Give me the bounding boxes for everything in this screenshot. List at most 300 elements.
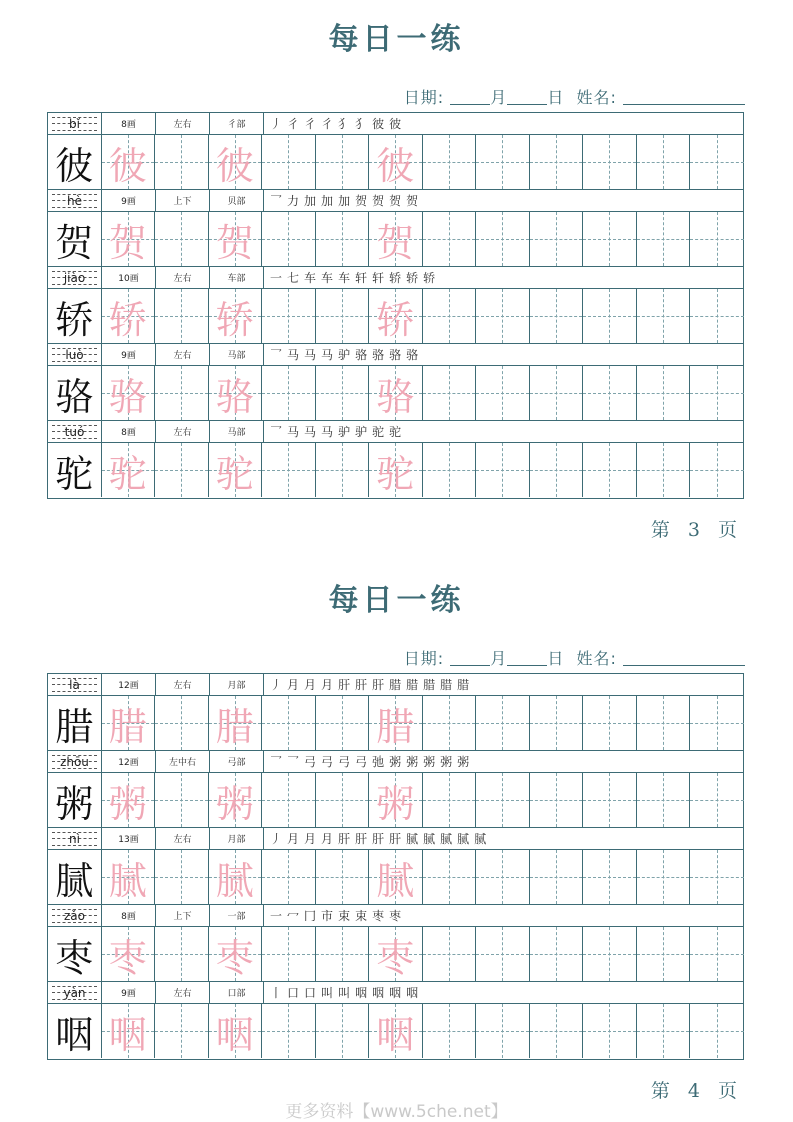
model-character-cell — [48, 443, 102, 497]
stroke-order-cell — [264, 828, 743, 849]
writing-cell[interactable] — [583, 366, 637, 420]
writing-cell[interactable] — [530, 289, 584, 343]
stroke-order-cell — [264, 267, 743, 288]
stroke-step: 弓 — [338, 755, 351, 769]
model-character-cell — [48, 696, 102, 750]
writing-cell[interactable] — [209, 366, 263, 420]
stroke-step: 咽 — [355, 986, 368, 1000]
stroke-step: 贺 — [355, 194, 368, 208]
structure-cell: 左右 — [156, 344, 210, 365]
writing-cell[interactable] — [155, 927, 209, 981]
writing-cell[interactable] — [102, 212, 156, 266]
writing-cell[interactable] — [637, 212, 691, 266]
writing-cell[interactable] — [476, 927, 530, 981]
writing-cell[interactable] — [209, 850, 263, 904]
writing-cell[interactable] — [583, 443, 637, 497]
writing-cell[interactable] — [316, 212, 370, 266]
writing-grid-row — [48, 773, 743, 828]
stroke-step: 马 — [321, 425, 334, 439]
writing-cell[interactable] — [209, 1004, 263, 1058]
writing-cell[interactable] — [209, 135, 263, 189]
writing-cell[interactable] — [262, 927, 316, 981]
writing-grid-row — [48, 696, 743, 751]
name-blank[interactable] — [623, 651, 745, 666]
writing-cell[interactable] — [476, 289, 530, 343]
stroke-order-cell — [264, 674, 743, 695]
stroke-step: 冖 — [287, 909, 300, 923]
radical-cell: 月部 — [210, 674, 264, 695]
character-row — [48, 344, 743, 421]
writing-cell[interactable] — [262, 135, 316, 189]
model-character: 轿 — [55, 297, 94, 342]
stroke-step: 轩 — [372, 271, 385, 285]
writing-grid-row — [48, 135, 743, 190]
structure-cell: 左右 — [156, 421, 210, 442]
stroke-step: 束 — [355, 909, 368, 923]
writing-cell[interactable] — [690, 1004, 744, 1058]
stroke-step: 乛 — [270, 194, 283, 208]
pinyin-text: luò — [65, 347, 84, 362]
stroke-step: 驴 — [338, 425, 351, 439]
writing-cell[interactable] — [690, 927, 744, 981]
writing-cell[interactable] — [690, 696, 744, 750]
trace-character: 腻 — [108, 858, 147, 903]
structure-cell: 左右 — [156, 674, 210, 695]
stroke-step: 叫 — [321, 986, 334, 1000]
trace-character: 腊 — [108, 704, 147, 749]
trace-character: 驼 — [108, 451, 147, 496]
pinyin-text: zǎo — [64, 908, 85, 923]
writing-cell[interactable] — [262, 443, 316, 497]
stroke-step: 粥 — [406, 755, 419, 769]
writing-cell[interactable] — [530, 696, 584, 750]
writing-cell[interactable] — [637, 289, 691, 343]
stroke-count-cell: 8画 — [102, 113, 156, 134]
writing-cell[interactable] — [369, 443, 423, 497]
writing-cell[interactable] — [316, 1004, 370, 1058]
trace-character: 枣 — [376, 935, 415, 980]
stroke-step: 彳 — [287, 117, 300, 131]
writing-cell[interactable] — [369, 212, 423, 266]
trace-character: 彼 — [215, 143, 254, 188]
writing-cell[interactable] — [530, 1004, 584, 1058]
writing-cell[interactable] — [155, 850, 209, 904]
writing-cell[interactable] — [316, 289, 370, 343]
pinyin-text: là — [69, 677, 80, 692]
trace-character: 腊 — [376, 704, 415, 749]
stroke-step: 贺 — [406, 194, 419, 208]
stroke-step: 犭 — [338, 117, 351, 131]
structure-cell: 上下 — [156, 190, 210, 211]
trace-character: 枣 — [215, 935, 254, 980]
stroke-step: 骆 — [389, 348, 402, 362]
pinyin-cell — [48, 828, 102, 849]
radical-cell: 一部 — [210, 905, 264, 926]
stroke-count-cell: 10画 — [102, 267, 156, 288]
stroke-step: 咽 — [372, 986, 385, 1000]
writing-cell[interactable] — [102, 696, 156, 750]
writing-cell[interactable] — [690, 366, 744, 420]
writing-cell[interactable] — [209, 696, 263, 750]
practice-sheet — [47, 112, 744, 499]
writing-cell[interactable] — [690, 135, 744, 189]
writing-cell[interactable] — [637, 773, 691, 827]
model-character: 粥 — [55, 781, 94, 826]
writing-cell[interactable] — [155, 135, 209, 189]
month-blank[interactable] — [450, 651, 490, 666]
page-title: 每日一练 — [328, 583, 465, 618]
stroke-step: 乛 — [270, 755, 283, 769]
radical-cell: 车部 — [210, 267, 264, 288]
stroke-step: 肝 — [338, 678, 351, 692]
stroke-step: 乛 — [270, 425, 283, 439]
radical-cell: 马部 — [210, 421, 264, 442]
writing-cell[interactable] — [155, 443, 209, 497]
trace-character: 腻 — [376, 858, 415, 903]
stroke-step: 一 — [270, 271, 283, 285]
writing-cell[interactable] — [316, 443, 370, 497]
character-info-row — [48, 190, 743, 212]
writing-cell[interactable] — [583, 289, 637, 343]
character-row — [48, 905, 743, 982]
stroke-step: 骆 — [355, 348, 368, 362]
writing-cell[interactable] — [262, 212, 316, 266]
writing-cell[interactable] — [423, 696, 477, 750]
stroke-step: 腊 — [440, 678, 453, 692]
trace-character: 贺 — [215, 220, 254, 265]
character-info-row — [48, 982, 743, 1004]
character-row — [48, 113, 743, 190]
writing-cell[interactable] — [583, 212, 637, 266]
writing-cell[interactable] — [476, 212, 530, 266]
writing-cell[interactable] — [209, 289, 263, 343]
stroke-step: 口 — [287, 986, 300, 1000]
stroke-step: 丿 — [270, 678, 283, 692]
trace-character: 骆 — [108, 374, 147, 419]
pinyin-cell — [48, 344, 102, 365]
writing-cell[interactable] — [209, 927, 263, 981]
month-label: 月 — [490, 88, 508, 107]
character-row — [48, 828, 743, 905]
writing-cell[interactable] — [423, 289, 477, 343]
date-label: 日期: — [403, 649, 445, 668]
writing-cell[interactable] — [530, 927, 584, 981]
day-blank[interactable] — [507, 651, 547, 666]
pinyin-cell — [48, 751, 102, 772]
writing-grid-row — [48, 443, 743, 497]
writing-cell[interactable] — [476, 443, 530, 497]
stroke-step: 乛 — [287, 755, 300, 769]
stroke-step: 粥 — [423, 755, 436, 769]
model-character-cell — [48, 212, 102, 266]
writing-grid-row — [48, 289, 743, 344]
stroke-step: 月 — [287, 678, 300, 692]
pinyin-text: nì — [69, 831, 80, 846]
writing-cell[interactable] — [530, 366, 584, 420]
pinyin-text: yàn — [63, 985, 86, 1000]
stroke-step: 轿 — [389, 271, 402, 285]
writing-cell[interactable] — [209, 773, 263, 827]
stroke-count-cell: 9画 — [102, 190, 156, 211]
writing-cell[interactable] — [102, 443, 156, 497]
writing-cell[interactable] — [102, 366, 156, 420]
writing-cell[interactable] — [369, 366, 423, 420]
stroke-order-cell — [264, 344, 743, 365]
structure-cell: 左右 — [156, 267, 210, 288]
stroke-step: 轩 — [355, 271, 368, 285]
stroke-step: 肝 — [338, 832, 351, 846]
month-blank[interactable] — [450, 90, 490, 105]
writing-cell[interactable] — [476, 696, 530, 750]
stroke-order-cell — [264, 421, 743, 442]
stroke-step: 力 — [287, 194, 300, 208]
writing-cell[interactable] — [530, 443, 584, 497]
stroke-step: 枣 — [372, 909, 385, 923]
day-label: 日 — [547, 88, 565, 107]
writing-cell[interactable] — [369, 1004, 423, 1058]
writing-cell[interactable] — [476, 773, 530, 827]
stroke-step: 骆 — [372, 348, 385, 362]
pinyin-text: jiào — [63, 270, 86, 285]
writing-cell[interactable] — [476, 135, 530, 189]
character-row — [48, 421, 743, 498]
page-number: 第 4 页 — [650, 1080, 743, 1102]
writing-cell[interactable] — [423, 135, 477, 189]
date-name-line — [404, 646, 745, 669]
writing-cell[interactable] — [476, 850, 530, 904]
stroke-step: 加 — [304, 194, 317, 208]
stroke-step: 骆 — [406, 348, 419, 362]
stroke-step: 马 — [304, 425, 317, 439]
stroke-step: 肝 — [355, 678, 368, 692]
writing-cell[interactable] — [102, 927, 156, 981]
stroke-step: 腻 — [406, 832, 419, 846]
writing-cell[interactable] — [102, 135, 156, 189]
stroke-step: 驴 — [355, 425, 368, 439]
stroke-step: 马 — [287, 425, 300, 439]
structure-cell: 左右 — [156, 982, 210, 1003]
writing-cell[interactable] — [423, 212, 477, 266]
writing-cell[interactable] — [102, 850, 156, 904]
writing-cell[interactable] — [369, 850, 423, 904]
character-info-row — [48, 905, 743, 927]
writing-cell[interactable] — [476, 366, 530, 420]
stroke-step: 束 — [338, 909, 351, 923]
stroke-step: 月 — [321, 678, 334, 692]
writing-cell[interactable] — [583, 773, 637, 827]
stroke-step: 叫 — [338, 986, 351, 1000]
stroke-step: 车 — [321, 271, 334, 285]
writing-cell[interactable] — [369, 289, 423, 343]
trace-character: 驼 — [376, 451, 415, 496]
writing-cell[interactable] — [262, 366, 316, 420]
writing-cell[interactable] — [369, 135, 423, 189]
writing-grid-row — [48, 850, 743, 905]
stroke-step: 车 — [338, 271, 351, 285]
pinyin-cell — [48, 421, 102, 442]
writing-cell[interactable] — [209, 212, 263, 266]
writing-cell[interactable] — [637, 696, 691, 750]
stroke-step: 月 — [304, 832, 317, 846]
writing-cell[interactable] — [530, 773, 584, 827]
stroke-step: 丿 — [270, 117, 283, 131]
writing-cell[interactable] — [369, 696, 423, 750]
writing-cell[interactable] — [423, 366, 477, 420]
writing-cell[interactable] — [637, 927, 691, 981]
structure-cell: 左中右 — [156, 751, 210, 772]
day-blank[interactable] — [507, 90, 547, 105]
writing-cell[interactable] — [316, 135, 370, 189]
writing-cell[interactable] — [316, 773, 370, 827]
stroke-step: 车 — [304, 271, 317, 285]
writing-cell[interactable] — [637, 443, 691, 497]
trace-character: 轿 — [215, 297, 254, 342]
model-character-cell — [48, 850, 102, 904]
stroke-step: 乛 — [270, 348, 283, 362]
stroke-step: 一 — [270, 909, 283, 923]
stroke-step: 腊 — [423, 678, 436, 692]
stroke-step: 弓 — [355, 755, 368, 769]
structure-cell: 左右 — [156, 828, 210, 849]
writing-cell[interactable] — [530, 850, 584, 904]
name-label: 姓名: — [576, 649, 617, 668]
writing-cell[interactable] — [316, 850, 370, 904]
writing-cell[interactable] — [583, 1004, 637, 1058]
writing-cell[interactable] — [583, 696, 637, 750]
stroke-count-cell: 8画 — [102, 421, 156, 442]
trace-character: 轿 — [376, 297, 415, 342]
stroke-step: 粥 — [440, 755, 453, 769]
trace-character: 骆 — [376, 374, 415, 419]
stroke-step: 驴 — [338, 348, 351, 362]
writing-cell[interactable] — [155, 696, 209, 750]
trace-character: 枣 — [108, 935, 147, 980]
character-row — [48, 190, 743, 267]
model-character: 咽 — [55, 1012, 94, 1057]
model-character: 枣 — [55, 935, 94, 980]
writing-cell[interactable] — [423, 927, 477, 981]
name-label: 姓名: — [576, 88, 617, 107]
writing-cell[interactable] — [637, 366, 691, 420]
radical-cell: 弓部 — [210, 751, 264, 772]
trace-character: 轿 — [108, 297, 147, 342]
model-character: 贺 — [55, 220, 94, 265]
writing-cell[interactable] — [690, 850, 744, 904]
stroke-step: 驼 — [389, 425, 402, 439]
writing-cell[interactable] — [637, 1004, 691, 1058]
writing-cell[interactable] — [583, 927, 637, 981]
writing-cell[interactable] — [530, 135, 584, 189]
writing-cell[interactable] — [262, 773, 316, 827]
writing-cell[interactable] — [583, 135, 637, 189]
character-info-row — [48, 344, 743, 366]
writing-cell[interactable] — [690, 773, 744, 827]
writing-grid-row — [48, 1004, 743, 1058]
stroke-step: 腻 — [423, 832, 436, 846]
writing-cell[interactable] — [423, 850, 477, 904]
model-character: 腊 — [55, 704, 94, 749]
writing-cell[interactable] — [155, 773, 209, 827]
writing-cell[interactable] — [423, 773, 477, 827]
writing-cell[interactable] — [262, 1004, 316, 1058]
stroke-step: 咽 — [406, 986, 419, 1000]
pinyin-cell — [48, 905, 102, 926]
model-character-cell — [48, 927, 102, 981]
trace-character: 粥 — [108, 781, 147, 826]
pinyin-text: bǐ — [69, 116, 80, 131]
stroke-order-cell — [264, 113, 743, 134]
pinyin-text: hè — [67, 193, 82, 208]
writing-cell[interactable] — [637, 135, 691, 189]
stroke-step: 月 — [304, 678, 317, 692]
writing-cell[interactable] — [316, 696, 370, 750]
writing-cell[interactable] — [423, 1004, 477, 1058]
page-number: 第 3 页 — [650, 519, 743, 541]
name-blank[interactable] — [623, 90, 745, 105]
writing-cell[interactable] — [476, 1004, 530, 1058]
character-row — [48, 674, 743, 751]
stroke-order-cell — [264, 190, 743, 211]
model-character: 彼 — [55, 143, 94, 188]
writing-cell[interactable] — [262, 289, 316, 343]
writing-cell[interactable] — [316, 927, 370, 981]
trace-character: 贺 — [376, 220, 415, 265]
stroke-step: 市 — [321, 909, 334, 923]
writing-cell[interactable] — [316, 366, 370, 420]
stroke-step: 彼 — [372, 117, 385, 131]
stroke-step: 弛 — [372, 755, 385, 769]
character-info-row — [48, 674, 743, 696]
writing-cell[interactable] — [155, 212, 209, 266]
stroke-step: 驼 — [372, 425, 385, 439]
writing-cell[interactable] — [262, 696, 316, 750]
writing-cell[interactable] — [690, 212, 744, 266]
trace-character: 粥 — [376, 781, 415, 826]
stroke-step: 加 — [321, 194, 334, 208]
writing-cell[interactable] — [102, 773, 156, 827]
writing-cell[interactable] — [155, 1004, 209, 1058]
writing-cell[interactable] — [637, 850, 691, 904]
writing-cell[interactable] — [209, 443, 263, 497]
trace-character: 腊 — [215, 704, 254, 749]
character-row — [48, 982, 743, 1059]
stroke-step: 枣 — [389, 909, 402, 923]
stroke-step: 口 — [304, 986, 317, 1000]
writing-cell[interactable] — [155, 289, 209, 343]
writing-cell[interactable] — [690, 443, 744, 497]
stroke-count-cell: 9画 — [102, 982, 156, 1003]
writing-cell[interactable] — [262, 850, 316, 904]
structure-cell: 左右 — [156, 113, 210, 134]
writing-cell[interactable] — [690, 289, 744, 343]
date-label: 日期: — [403, 88, 445, 107]
writing-cell[interactable] — [423, 443, 477, 497]
writing-cell[interactable] — [102, 1004, 156, 1058]
writing-grid-row — [48, 366, 743, 421]
writing-cell[interactable] — [369, 927, 423, 981]
stroke-count-cell: 12画 — [102, 751, 156, 772]
stroke-step: 七 — [287, 271, 300, 285]
writing-cell[interactable] — [369, 773, 423, 827]
stroke-step: 粥 — [457, 755, 470, 769]
pinyin-text: zhōu — [60, 754, 89, 769]
writing-cell[interactable] — [102, 289, 156, 343]
stroke-step: 腻 — [457, 832, 470, 846]
writing-cell[interactable] — [530, 212, 584, 266]
stroke-step: 肝 — [372, 832, 385, 846]
writing-cell[interactable] — [155, 366, 209, 420]
writing-cell[interactable] — [583, 850, 637, 904]
